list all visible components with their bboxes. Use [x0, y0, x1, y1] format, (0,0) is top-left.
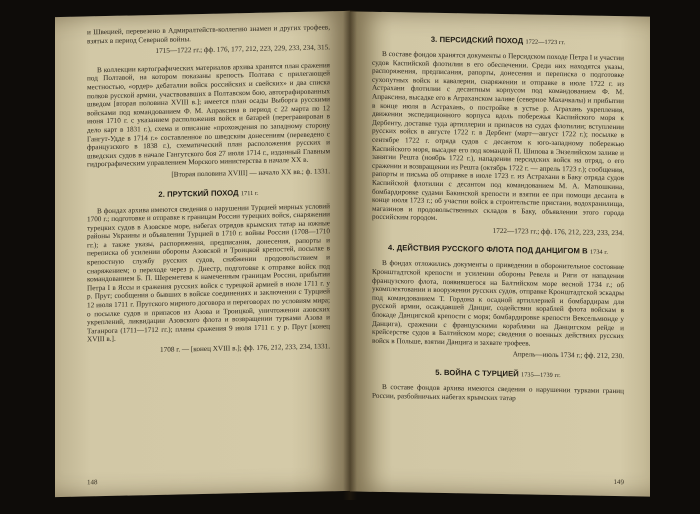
section-heading-dates: 1734 г.	[589, 249, 608, 257]
right-page	[350, 11, 650, 496]
archive-reference: Апрель—июль 1734 г.; фф. 212, 230.	[512, 350, 624, 361]
section-heading	[87, 186, 330, 200]
archive-reference: 1708 г. — [конец XVIII в.]; фф. 176, 212, 233, 234, 1331.	[160, 342, 330, 354]
archive-reference: [Вторая половина XVIII] — начало XX вв.; ф. 1331.	[171, 167, 330, 179]
paragraph: В фондах архива имеются сведения о нарушении Турцией мирных условий 1700 г.; подготовке и отправке к границам России турецких войск, снаряжении турецких судов в Азовское море, набегах отрядов крымских татар на южные районы Украины и объявлении Турцией в 1710 г. войны России (1708—1710 гг.); а также указы, распоряжения, предписания, донесения, рапорты и переписка об усилении обороны Азовской и Троицкой крепостей, посылке в крепостную службу русских судов, снабжении продовольствием и снаряжением; о переходе через р. Днестр, подготовке к отправке войск под командованием Б. П. Шереметева к намеченным границам России, прибытии Петра I в Яссы и сражения русских войск с турецкой армией в июле 1711 г. у р. Прут; сообщения о бывших в войске соединениях и заключении с Турцией 12 июля 1711 г. Прутского мирного договора и переговорах по условиям мира; о посылке судов и припасов из Азова и Троицкой, уничтожении азовских укреплений, ликвидации Азовского флота и возвращении турками Азова и Таганрога (1711—1712 гг.); планы сражения 9 июля 1711 г. у р. Прут [конец XVIII в.].	[87, 201, 330, 344]
section-heading	[372, 34, 624, 47]
left-page	[55, 11, 350, 497]
section-heading-dates: 1735—1739 гг.	[521, 371, 561, 380]
section-heading-dates: 1711 г.	[240, 189, 259, 197]
book-spine	[343, 10, 357, 500]
right-page-content	[372, 34, 624, 405]
page-number-right: 149	[613, 477, 624, 487]
section-heading-title: 3. ПЕРСИДСКИЙ ПОХОД	[430, 34, 524, 46]
section-heading-title: 2. ПРУТСКИЙ ПОХОД	[158, 187, 239, 199]
section-heading	[372, 243, 624, 256]
archive-reference: 1715—1722 гг.; фф. 176, 177, 212, 223, 229, 233, 234, 315.	[155, 43, 330, 56]
section-heading-dates: 1722—1723 гг.	[525, 38, 566, 47]
paragraph: и Швецией, перевезено в Адмиралтейств-коллегию знамен и других трофеев, взятых в период Северной войны.	[87, 23, 330, 46]
paragraph: В фондах отложились документы о приведении в оборонительное состояние Кронштадтской крепости и усилении обороны Ревеля и Риги от нападения французского флота, появившегося на Балтийском море весной 1734 г.; об укомплектовании и вооружении русских судов, отправке Кронштадтской эскадры под командованием Т. Гордона к осадной артиллерией и бомбардирам для русской армии, осаждавшей Данциг, содействии кораблей флота войскам в блокаде Данцигской крепости с моря; бомбардировке крепости Вексельмюнде у Данцига), сражении с французскими кораблями на Данцигском рейде и крейсерстве судов в Балтийском море; сведения о военных действиях русских войск в Польше, взятии Данцига и захвате трофеев.	[372, 259, 624, 348]
paragraph: В коллекции картографических материалов архива хранятся план сражения под Полтавой, на котором показаны крепость Полтава с прилегающей местностью, «ордер» дебаталии войск российских и свейских» и два списка полков русской армии, участвовавших в Полтавском бою, автографированных шведом [вторая половина XVIII в.]; имеется план осады Выборга русскими войсками под командованием Ф. М. Апраксина в период с 22 марта по 12 июня 1710 г. с указанием расположения войск и батарей (перегравирован в дело карт в 1831 г.), схема и описание «прохождения по западному сторону Гангут-Удде в 1714 г.» составленное по шведским донесениям (переведено с французского в 1838 г.), схематический план расположения русских и шведских судов в начале Гангутского боя 27 июля 1714 г., изданный Главным гидрографическим управлением Морского министерства в начале XX в.	[87, 61, 330, 169]
section-heading-title: 5. ВОЙНА С ТУРЦИЕЙ	[435, 367, 519, 379]
paragraph: В составе фондов хранятся документы о Персидском походе Петра I и участии судов Каспийской флотилии в его обеспечении. Среди них находятся указы, распоряжения, предписания, рапорты, донесения и переписка о подготовке сухопутных войск и кавалерии, снаряжении и отправке в июле 1722 г. из Астрахани флотилии с десантным корпусом под командованием Ф. М. Апраксина, высадке его в Аграханском заливе (северное Махачкалы) и прибытии в конце июля в Астрахань, о постройке в устье р. Аграхань укрепления, движении экспедиционного корпуса вдоль побережья Каспийского моря к Дербенту, доставке туда артиллерии и припасов на судах флотилии; вступлении русских войск в августе 1722 г. в Дербент (март—август 1722 г.); посылке в сентябре 1722 г. отряда судов с десантом к юго-западному побережью Каспийского моря, высадке его под командой П. Шипова в Энзелийском заливе и занятии Решта (ноябрь 1722 г.), нападении персидских войск на отряд, о его сражении и возвращении из Решта (октябрь 1722 г. — апрель 1723 г.); сообщения, рапорты и письма об отправке в июле 1723 г. из Астрахани в Баку отряда судов Каспийской флотилии с десантом под командованием М. А. Матюшкина, бомбардировке судами Бакинской крепости и взятии ее при помощи десанта в конце июля 1723 г.; об участии войск в строительстве пристани, водохранилища, магазинов и продовольственных складов в Баку, объявлении этого города российским городом.	[372, 49, 624, 223]
section-heading	[372, 367, 624, 380]
page-number-left: 148	[87, 478, 98, 487]
section-heading-title: 4. ДЕЙСТВИЯ РУССКОГО ФЛОТА ПОД ДАНЦИГОМ В	[388, 243, 588, 257]
paragraph: В составе фондов архива имеются сведения о нарушении турками границ России, разбойничьих набегах крымских татар	[372, 382, 624, 402]
archive-reference: 1722—1723 гг.; фф. 176, 212, 223, 233, 234.	[492, 226, 624, 238]
left-page-content	[87, 23, 330, 356]
